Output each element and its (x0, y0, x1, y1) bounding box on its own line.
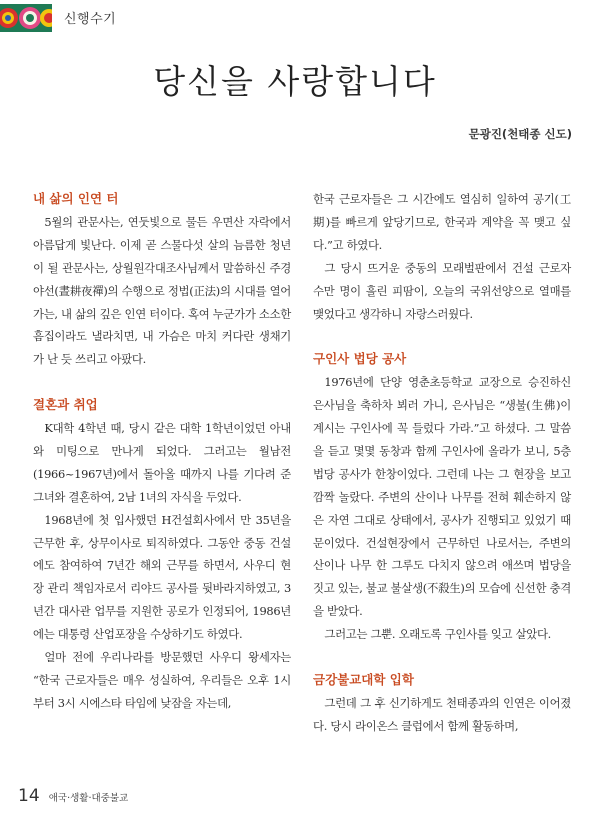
page-footer (18, 786, 128, 806)
article-title: 당신을 사랑합니다 (153, 62, 437, 101)
right-column (313, 188, 571, 738)
publication-name: 애국·생활·대중불교 (48, 793, 129, 804)
left-column (33, 188, 291, 715)
paragraph: 그런데 그 후 신기하게도 천태종과의 인연은 이어졌다. 당시 라이온스 클럽에서 함께 활동하며, (313, 695, 571, 733)
section-label: 신행수기 (64, 12, 117, 27)
paragraph: 1976년에 단양 영춘초등학교 교장으로 승진하신 은사님을 축하차 뵈러 가니, 은사님은 “생불(生佛)이 계시는 구인사에 꼭 들렀다 가라.”고 하셨다. 그 말씀을 듣고 몇몇 동창과 함께 구인사에 올라가 보니, 5층 법당 공사가 한창이었다. 그런데 나는 그 현장을 보고 깜짝 놀랐다. 주변의 산이나 나무를 전혀 훼손하지 않은 자연 그대로 상태에서, 공사가 진행되고 있었기 때문이었다. 건설현장에서 근무하던 나로서는, 주변의 산이나 나무 한 그루도 다치지 않으려 애쓰며 법당을 짓고 있는, 불교 불살생(不殺生)의 모습에 신선한 충격을 받았다. (313, 375, 571, 619)
article-author: 문광진(천태종 신도) (468, 127, 572, 141)
section-heading: 구인사 법당 공사 (313, 351, 407, 367)
paragraph: 1968년에 첫 입사했던 H건설회사에서 만 35년을 근무한 후, 상무이사로 퇴직하였다. 그동안 중동 건설에도 참여하여 7년간 해외 근무를 하면서, 사우디 현장 관리 책임자로서 리야드 공사를 뒷바라지하였고, 3년간 대사관 업무를 지원한 공로가 인정되어, 1986년에는 대통령 산업포장을 수상하기도 하였다. (33, 512, 291, 642)
dancheong-pattern-icon (0, 4, 52, 32)
paragraph: 5월의 관문사는, 연둣빛으로 물든 우면산 자락에서 아름답게 빛난다. 이제 곧 스물다섯 살의 늠름한 청년이 될 관문사는, 상월원각대조사님께서 말씀하신 주경야선(晝耕夜禪)의 수행으로 정법(正法)의 시대를 열어가는, 내 삶의 깊은 인연 터이다. 혹여 누군가가 소소한 흠집이라도 낼라치면, 내 가슴은 마치 커다란 생채기가 난 듯 쓰리고 아팠다. (33, 214, 291, 367)
paragraph: K대학 4학년 때, 당시 같은 대학 1학년이었던 아내와 미팅으로 만나게 되었다. 그러고는 월남전(1966~1967년)에서 돌아올 때까지 나를 기다려 준 그녀와 결혼하여, 2남 1녀의 자식을 두었다. (33, 421, 291, 504)
paragraph: 그 당시 뜨거운 중동의 모래벌판에서 건설 근로자 수만 명이 흘린 피땀이, 오늘의 국위선양으로 열매를 맺었다고 생각하니 자랑스러웠다. (313, 260, 571, 321)
paragraph: 그러고는 그뿐. 오래도록 구인사를 잊고 살았다. (324, 627, 552, 642)
section-heading: 내 삶의 인연 터 (33, 191, 119, 206)
paragraph: 얼마 전에 우리나라를 방문했던 사우디 왕세자는 “한국 근로자들은 매우 성실하여, 우리들은 오후 1시부터 3시 시에스타 타임에 낮잠을 자는데, (33, 650, 291, 710)
page-number: 14 (18, 786, 40, 806)
section-heading: 금강불교대학 입학 (313, 672, 414, 687)
paragraph: 한국 근로자들은 그 시간에도 열심히 일하여 공기(工期)를 빠르게 앞당기므로, 한국과 계약을 꼭 맺고 싶다.”고 하였다. (313, 192, 571, 252)
section-heading: 결혼과 취업 (33, 397, 98, 413)
